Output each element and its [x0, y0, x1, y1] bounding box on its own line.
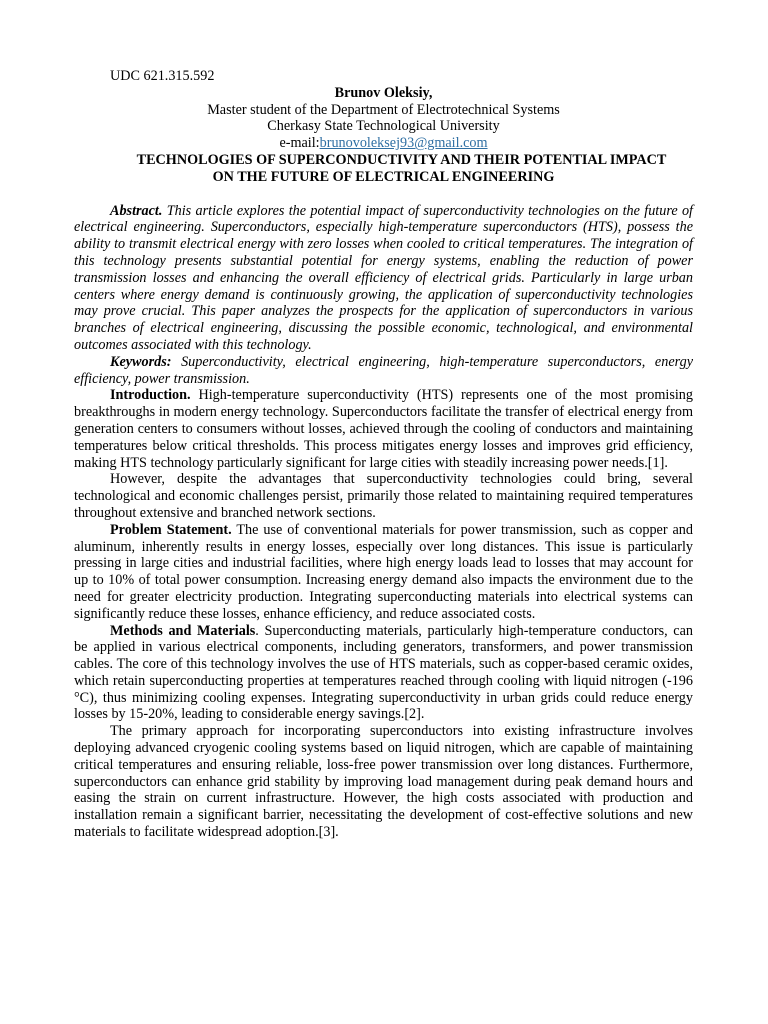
keywords-text: Superconductivity, electrical engineering, high-temperature superconductors, energy efficiency, power transmission. [74, 353, 693, 387]
email-link[interactable]: brunovoleksej93@gmail.com [319, 135, 488, 152]
abstract-label: Abstract. [110, 202, 163, 219]
methods-text: . Superconducting materials, particularly high-temperature conductors, can be applied in various electrical components, including generators, transformers, and power transmission cables. The core of this technology involves the use of HTS materials, such as copper-based ceramic oxides, which retain superconducting properties at temperatures reached through cooling with liquid nitrogen (-196 °C), thus minimizing cooling expenses. Integrating superconductivity in urban grids could reduce energy losses by 15-20%, leading to considerable energy savings.[2]. [74, 622, 693, 723]
methods-paragraph [74, 623, 693, 724]
introduction-paragraph [74, 387, 693, 471]
title-spacer [74, 186, 693, 203]
abstract-paragraph [74, 203, 693, 354]
introduction-label: Introduction. [110, 387, 191, 404]
problem-statement-label: Problem Statement. [110, 521, 232, 538]
author-email-line [74, 135, 693, 152]
primary-approach-paragraph: The primary approach for incorporating superconductors into existing infrastructure involves deploying advanced cryogenic cooling systems based on liquid nitrogen, which are capable of maintaining critical temperatures and ensuring reliable, loss-free power transmission over long distances. Furthermore, superconductors can enhance grid stability by improving load management during peak demand hours and easing the strain on current infrastructure. However, the high costs associated with production and installation remain a significant barrier, necessitating the development of cost-effective solutions and new materials to facilitate widespread adoption.[3]. [74, 723, 693, 841]
abstract-text: This article explores the potential impact of superconductivity technologies on the future of electrical engineering. Superconductors, especially high-temperature superconductors (HTS), possess the ability to transmit electrical energy with zero losses when cooled to critical temperatures. The integration of this technology presents substantial potential for energy systems, enabling the reduction of power transmission losses and enhancing the overall efficiency of electrical grids. Particularly in large urban centers where energy demand is continuously growing, the application of superconductivity technologies may prove crucial. This paper analyzes the prospects for the application of superconductors in various branches of electrical engineering, discussing the possible economic, technological, and environmental outcomes associated with this technology. [74, 202, 693, 353]
document-page [74, 68, 693, 841]
introduction-text: High-temperature superconductivity (HTS) represents one of the most promising breakthroughs in modern energy technology. Superconductors facilitate the transfer of electrical energy from generation centers to consumers without losses, achieved through the cooling of conductors and maintaining temperatures below critical thresholds. This process mitigates energy losses and improves grid efficiency, making HTS technology particularly significant for large cities with steadily increasing power needs.[1]. [74, 387, 693, 471]
methods-label: Methods and Materials [110, 622, 256, 639]
however-paragraph: However, despite the advantages that superconductivity technologies could bring, several technological and economic challenges persist, primarily those related to maintaining required temperatures throughout extensive and branched network sections. [74, 471, 693, 521]
paper-title-line-2: ON THE FUTURE OF ELECTRICAL ENGINEERING [212, 168, 555, 185]
author-university: Cherkasy State Technological University [267, 118, 500, 135]
problem-statement-paragraph [74, 522, 693, 623]
problem-statement-text: The use of conventional materials for power transmission, such as copper and aluminum, inherently results in energy losses, especially over long distances. This issue is particularly pressing in large cities and industrial facilities, where high energy loads lead to losses that may account for up to 10% of total power consumption. Increasing energy demand also impacts the environment due to the need for greater electricity production. Integrating superconducting materials into electrical systems can significantly reduce these losses, enhance efficiency, and reduce associated costs. [74, 521, 693, 622]
keywords-label: Keywords: [110, 353, 172, 370]
keywords-paragraph [74, 354, 693, 388]
udc-code: UDC 621.315.592 [110, 68, 215, 84]
paper-title-line-1: TECHNOLOGIES OF SUPERCONDUCTIVITY AND THEIR POTENTIAL IMPACT [136, 151, 667, 168]
author-name: Brunov Oleksiy, [334, 84, 433, 101]
email-label: e-mail: [279, 135, 320, 152]
author-position: Master student of the Department of Electrotechnical Systems [207, 101, 560, 118]
